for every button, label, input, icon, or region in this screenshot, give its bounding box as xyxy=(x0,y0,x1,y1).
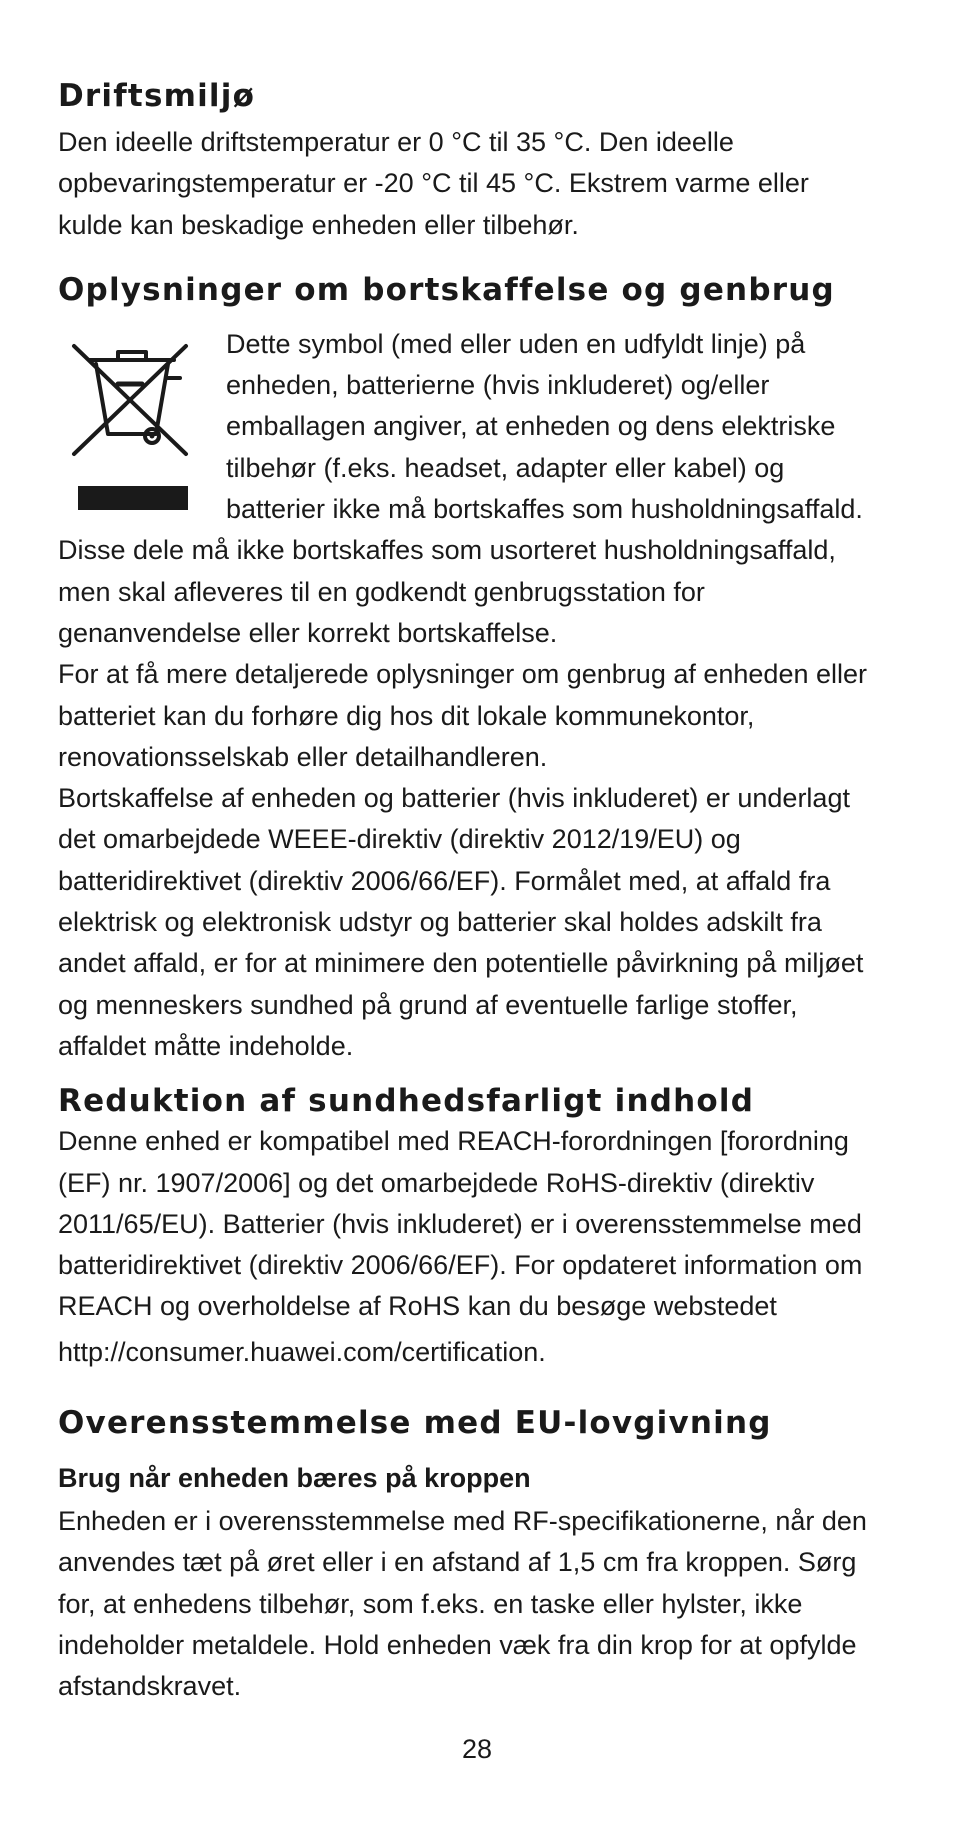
section-hazardous-substances xyxy=(58,1081,878,1373)
subsection-heading: Brug når enheden bæres på kroppen xyxy=(58,1463,531,1494)
paragraph: Den ideelle driftstemperatur er 0 °C til 35 °C. Den ideelle opbevaringstemperatur er -20 °C til 45 °C. Ekstrem varme eller kulde kan beskadige enheden eller tilbehør. xyxy=(58,127,809,240)
section-disposal-recycling xyxy=(58,264,878,1067)
page-number: 28 xyxy=(461,1734,493,1764)
crossed-out-wheelie-bin-icon xyxy=(56,324,216,524)
section-heading: Oplysninger om bortskaffelse og genbrug xyxy=(58,271,835,308)
certification-link[interactable]: http://consumer.huawei.com/certification. xyxy=(58,1336,546,1367)
paragraph: For at få mere detaljerede oplysninger om genbrug af enheden eller batteriet kan du forhøre dig hos dit lokale kommunekontor, renovationsselskab eller detailhandleren. xyxy=(58,659,867,772)
paragraph: Denne enhed er kompatibel med REACH-forordningen [forordning (EF) nr. 1907/2006] og det omarbejdede RoHS-direktiv (direktiv 2011/65/EU). Batterier (hvis inkluderet) er i overensstemmelse med batteridirektivet (direktiv 2006/66/EF). For opdateret information om REACH og overholdelse af RoHS kan du besøge webstedet xyxy=(58,1126,863,1322)
paragraph: Enheden er i overensstemmelse med RF-specifikationerne, når den anvendes tæt på øret eller i en afstand af 1,5 cm fra kroppen. Sørg for, at enhedens tilbehør, som f.eks. en taske eller hylster, ikke indeholder metaldele. Hold enheden væk fra din krop for at opfylde afstandskravet. xyxy=(58,1506,867,1702)
document-page xyxy=(58,70,878,1708)
section-heading: Driftsmiljø xyxy=(58,78,256,114)
section-eu-compliance xyxy=(58,1397,878,1707)
section-heading: Reduktion af sundhedsfarligt indhold xyxy=(58,1083,755,1120)
section-operating-environment xyxy=(58,70,878,246)
section-heading: Overensstemmelse med EU-lovgivning xyxy=(58,1405,772,1442)
paragraph: Bortskaffelse af enheden og batterier (hvis inkluderet) er underlagt det omarbejdede WEEE-direktiv (direktiv 2012/19/EU) og batteridirektivet (direktiv 2006/66/EF). Formålet med, at affald fra elektrisk og elektronisk udstyr og batterier skal holdes adskilt fra andet affald, er for at minimere den potentielle påvirkning på miljøet og menneskers sundhed på grund af eventuelle farlige stoffer, affaldet måtte indeholde. xyxy=(58,783,864,1061)
paragraph: Dette symbol (med eller uden en udfyldt linje) på enheden, batterierne (hvis inkluderet) og/eller emballagen angiver, at enheden og dens elektriske tilbehør (f.eks. headset, adapter eller kabel) og batterier ikke må bortskaffes som husholdningsaffald. Disse dele må ikke bortskaffes som usorteret husholdningsaffald, men skal afleveres til en godkendt genbrugsstation for genanvendelse eller korrekt bortskaffelse. xyxy=(58,328,863,648)
